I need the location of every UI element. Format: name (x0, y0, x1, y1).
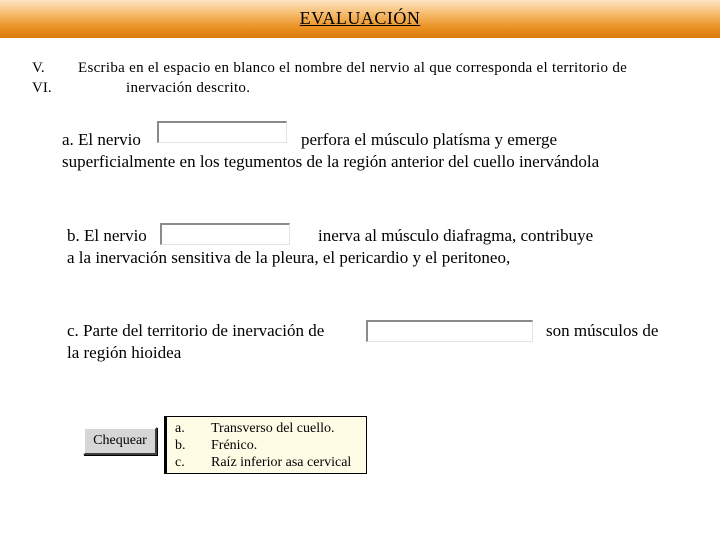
question-a-suffix: perfora el músculo platísma y emerge (301, 130, 558, 149)
option-b-letter: b. (175, 438, 186, 453)
option-a-text: Transverso del cuello. (211, 421, 335, 436)
answer-c-input[interactable] (366, 320, 533, 342)
instruction-line-2: inervación descrito. (126, 80, 251, 96)
option-a-letter: a. (175, 421, 185, 436)
title-bar (0, 0, 720, 38)
question-a-line-2: superficialmente en los tegumentos de la región anterior del cuello inervándola (62, 152, 600, 171)
question-c-prefix: c. Parte del territorio de inervación de (67, 321, 325, 340)
option-b (175, 437, 257, 455)
page-title: EVALUACIÓN (299, 8, 421, 28)
answer-a-input[interactable] (157, 121, 287, 143)
question-c-line-2: la región hioidea (67, 343, 182, 362)
option-c (175, 454, 351, 472)
option-c-letter: c. (175, 455, 185, 470)
instruction-line-1: Escriba en el espacio en blanco el nombre del nervio al que corresponda el territorio de (78, 60, 628, 76)
roman-numeral-vi: VI. (32, 80, 52, 96)
option-c-text: Raíz inferior asa cervical (211, 455, 352, 470)
option-b-text: Frénico. (211, 438, 258, 453)
question-a-prefix: a. El nervio (62, 130, 141, 149)
option-a (175, 420, 335, 438)
instructions (78, 58, 698, 98)
question-b-prefix: b. El nervio (67, 226, 147, 245)
answer-b-input[interactable] (160, 223, 290, 245)
question-b-suffix: inerva al músculo diafragma, contribuye (318, 226, 594, 245)
roman-numeral-v: V. (32, 60, 45, 76)
check-button[interactable]: Chequear (83, 427, 157, 455)
question-c-suffix: son músculos de (546, 321, 659, 340)
section-numerals (32, 58, 52, 98)
options-list (164, 416, 367, 474)
question-b-line-2: a la inervación sensitiva de la pleura, el pericardio y el peritoneo, (67, 248, 511, 267)
